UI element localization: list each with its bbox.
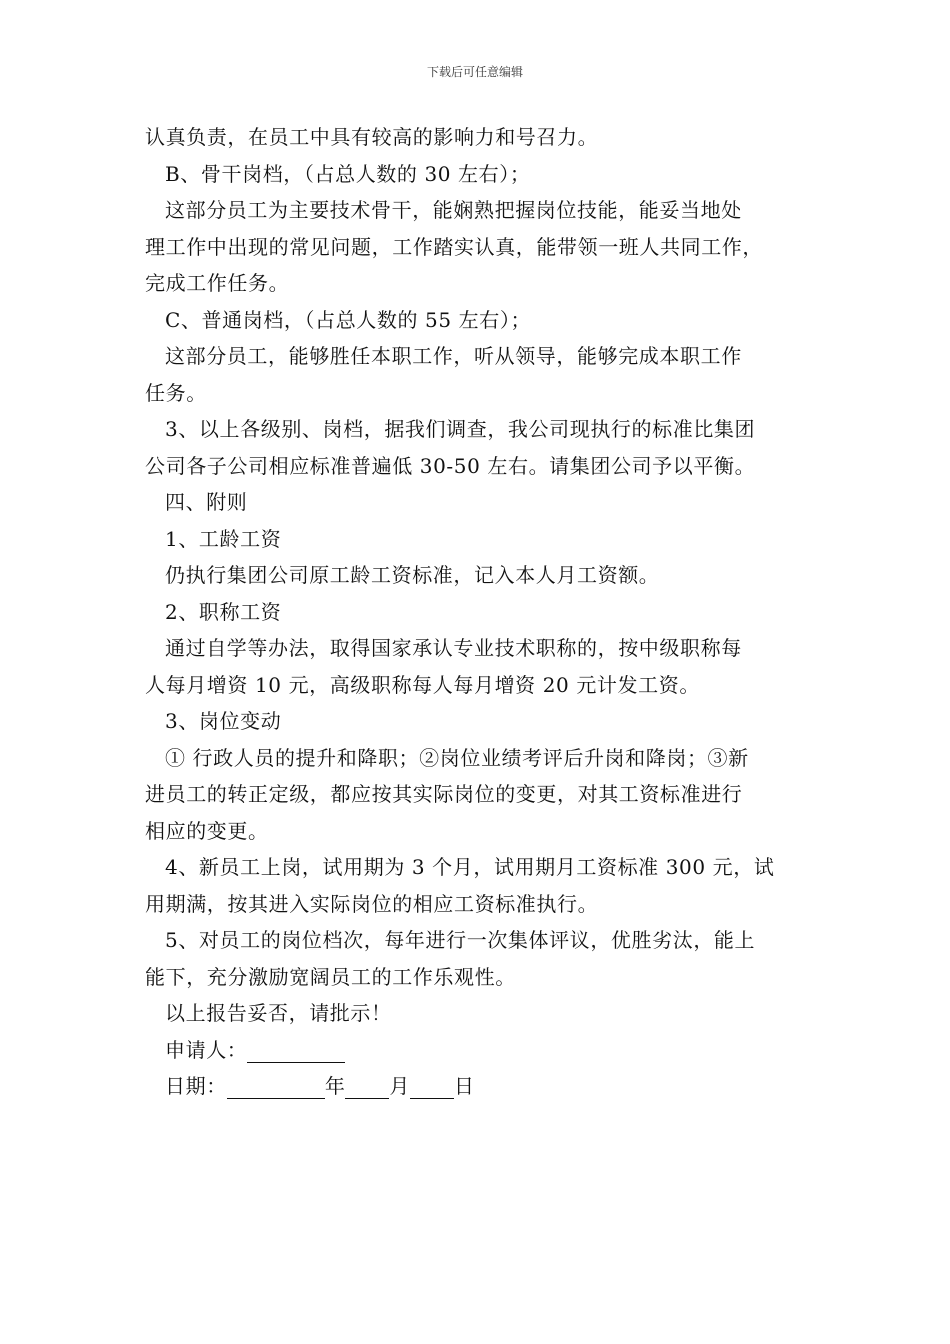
paragraph-line: 完成工作任务。 — [145, 271, 290, 295]
applicant-blank[interactable] — [247, 1040, 345, 1063]
paragraph-line: 这部分员工，能够胜任本职工作，听从领导，能够完成本职工作 — [165, 344, 742, 368]
paragraph-line: 能下，充分激励宽阔员工的工作乐观性。 — [145, 964, 516, 989]
closing-line: 以上报告妥否，请批示！ — [165, 1001, 392, 1025]
applicant-line — [145, 1032, 825, 1069]
applicant-label: 申请人： — [165, 1037, 248, 1062]
date-label: 日期： — [165, 1074, 227, 1098]
page-header: 下载后可任意编辑 — [426, 65, 523, 79]
paragraph-line: 任务。 — [145, 380, 207, 405]
paragraph-line: 人每月增资 10 元，高级职称每人每月增资 20 元计发工资。 — [145, 672, 700, 697]
paragraph-line: 理工作中出现的常见问题，工作踏实认真，能带领一班人共同工作， — [145, 234, 763, 259]
paragraph-line: 相应的变更。 — [145, 818, 269, 843]
document-body — [145, 119, 825, 1105]
section-heading: 四、附则 — [165, 490, 248, 514]
paragraph-line: 仍执行集团公司原工龄工资标准，记入本人月工资额。 — [165, 563, 660, 587]
paragraph-line: 通过自学等办法，取得国家承认专业技术职称的，按中级职称每 — [165, 636, 742, 660]
subsection-heading: 2、职称工资 — [165, 599, 282, 624]
paragraph-line: 4、新员工上岗，试用期为 3 个月，试用期月工资标准 300 元，试 — [165, 855, 775, 879]
paragraph-line: C、普通岗档，（占总人数的 55 左右）； — [165, 307, 532, 332]
paragraph-line: 用期满，按其进入实际岗位的相应工资标准执行。 — [145, 891, 599, 916]
paragraph-line: 这部分员工为主要技术骨干，能娴熟把握岗位技能，能妥当地处 — [165, 198, 742, 222]
paragraph-line: 进员工的转正定级，都应按其实际岗位的变更，对其工资标准进行 — [145, 782, 743, 806]
month-label: 月 — [389, 1074, 411, 1098]
subsection-heading: 1、工龄工资 — [165, 526, 282, 551]
year-blank[interactable] — [227, 1076, 325, 1099]
day-label: 日 — [454, 1074, 475, 1098]
paragraph-line: 认真负责，在员工中具有较高的影响力和号召力。 — [145, 125, 599, 149]
year-label: 年 — [324, 1074, 346, 1098]
month-blank[interactable] — [345, 1076, 389, 1099]
day-blank[interactable] — [410, 1076, 454, 1099]
paragraph-line: 3、以上各级别、岗档，据我们调查，我公司现执行的标准比集团 — [165, 417, 756, 441]
paragraph-line: ① 行政人员的提升和降职；②岗位业绩考评后升岗和降岗；③新 — [165, 745, 749, 770]
subsection-heading: 3、岗位变动 — [165, 709, 282, 733]
paragraph-line: 公司各子公司相应标准普遍低 30-50 左右。请集团公司予以平衡。 — [145, 453, 756, 478]
date-line — [145, 1068, 825, 1105]
paragraph-line: 5、对员工的岗位档次，每年进行一次集体评议，优胜劣汰，能上 — [165, 928, 756, 952]
paragraph-line: B、骨干岗档，（占总人数的 30 左右）； — [165, 161, 531, 186]
